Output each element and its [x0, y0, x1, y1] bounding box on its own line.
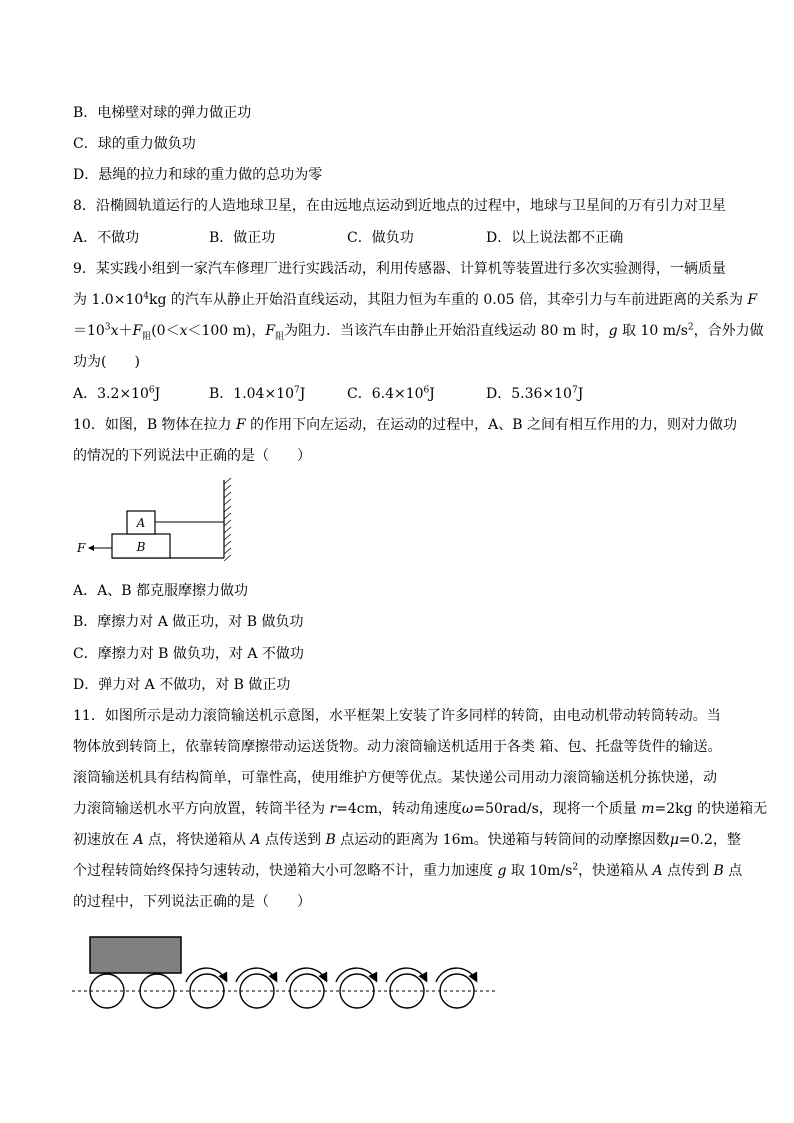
q10-option-c: C．摩擦力对 B 做负功，对 A 不做功	[73, 646, 304, 662]
q7-option-d: D．悬绳的拉力和球的重力做的总功为零	[73, 167, 323, 183]
q9-option-a: A．$3.2\times 10^6J$	[73, 385, 161, 402]
package-box	[90, 937, 181, 973]
q11-stem-line6: 个过程转筒始终保持匀速转动，快递箱大小可忽略不计，重力加速度 g 取 $10m/s^2$，快递箱从 A 点传到 B 点	[73, 862, 743, 879]
q9-option-b: B．$1.04\times 10^7J$	[209, 385, 306, 402]
roller-4	[240, 974, 274, 1008]
q10-option-d: D．弹力对 A 不做功，对 B 做正功	[73, 677, 291, 693]
q11-conveyor-figure	[68, 930, 500, 1014]
block-b-label: B	[136, 540, 146, 554]
q9-stem-line1: 9．某实践小组到一家汽车修理厂进行实践活动，利用传感器、计算机等装置进行多次实验测得，一辆质量	[73, 261, 726, 277]
q10-option-a: A．A、B 都克服摩擦力做功	[73, 583, 248, 599]
roller-1	[90, 974, 124, 1008]
q8-stem: 8．沿椭圆轨道运行的人造地球卫星，在由远地点运动到近地点的过程中，地球与卫星间的万有引力对卫星	[73, 198, 726, 214]
q11-stem-line2: 物体放到转筒上，依靠转筒摩擦带动运送货物。动力滚筒输送机适用于各类 箱、包、托盘等货件的输送。	[73, 739, 722, 755]
q11-stem-line4: 力滚筒输送机水平方向放置，转筒半径为 r=4cm，转动角速度ω=50rad/s，现将一个质量 m=2kg 的快递箱无	[73, 801, 768, 817]
q10-option-b: B．摩擦力对 A 做正功，对 B 做负功	[73, 614, 304, 630]
q7-option-b: B．电梯壁对球的弹力做正功	[73, 105, 252, 121]
rotation-arrows	[186, 968, 476, 982]
q8-option-d: D．以上说法都不正确	[486, 230, 624, 246]
q11-stem-line3: 滚筒输送机具有结构简单，可靠性高，使用维护方便等优点。某快递公司用动力滚筒输送机分拣快递，动	[73, 770, 717, 786]
q11-stem-line7: 的过程中，下列说法正确的是（ ）	[73, 894, 311, 910]
q9-stem-line2: 为 $1.0\times 10^4kg$ 的汽车从静止开始沿直线运动，其阻力恒为车重的 0.05 倍，其牵引力与车前进距离的关系为 F	[73, 291, 758, 308]
q9-option-c: C．$6.4\times 10^6J$	[347, 385, 435, 402]
q10-figure	[74, 476, 240, 562]
q9-option-d: D．$5.36\times 10^7J$	[486, 385, 584, 402]
force-label: F	[77, 541, 86, 555]
q9-stem-line3: $=10^3x+F_阻(0<x<100$ m)，$F_阻$为阻力．当该汽车由静止开始沿直线运动 80 m 时，g 取 10 $m/s^2$，合外力做	[73, 322, 764, 342]
q9-stem-line4: 功为( )	[73, 354, 140, 370]
q7-option-c: C．球的重力做负功	[73, 136, 196, 152]
q8-option-c: C．做负功	[347, 230, 414, 246]
wall-hatch	[224, 478, 231, 561]
q10-stem-line2: 的情况的下列说法中正确的是（ ）	[73, 448, 311, 464]
block-a-label: A	[136, 516, 146, 530]
force-arrowhead	[88, 545, 94, 551]
roller-7	[390, 974, 424, 1008]
q11-stem-line5: 初速放在 A 点，将快递箱从 A 点传送到 B 点运动的距离为 16m。快递箱与转筒间的动摩擦因数μ=0.2，整	[73, 832, 741, 848]
q11-stem-line1: 11．如图所示是动力滚筒输送机示意图，水平框架上安装了许多同样的转筒，由电动机带动转筒转动。当	[73, 708, 721, 724]
q10-stem-line1: 10．如图，B 物体在拉力 F 的作用下向左运动，在运动的过程中，A、B 之间有相互作用的力，则对力做功	[73, 417, 738, 433]
q8-option-b: B．做正功	[209, 230, 276, 246]
q8-option-a: A．不做功	[73, 230, 140, 246]
